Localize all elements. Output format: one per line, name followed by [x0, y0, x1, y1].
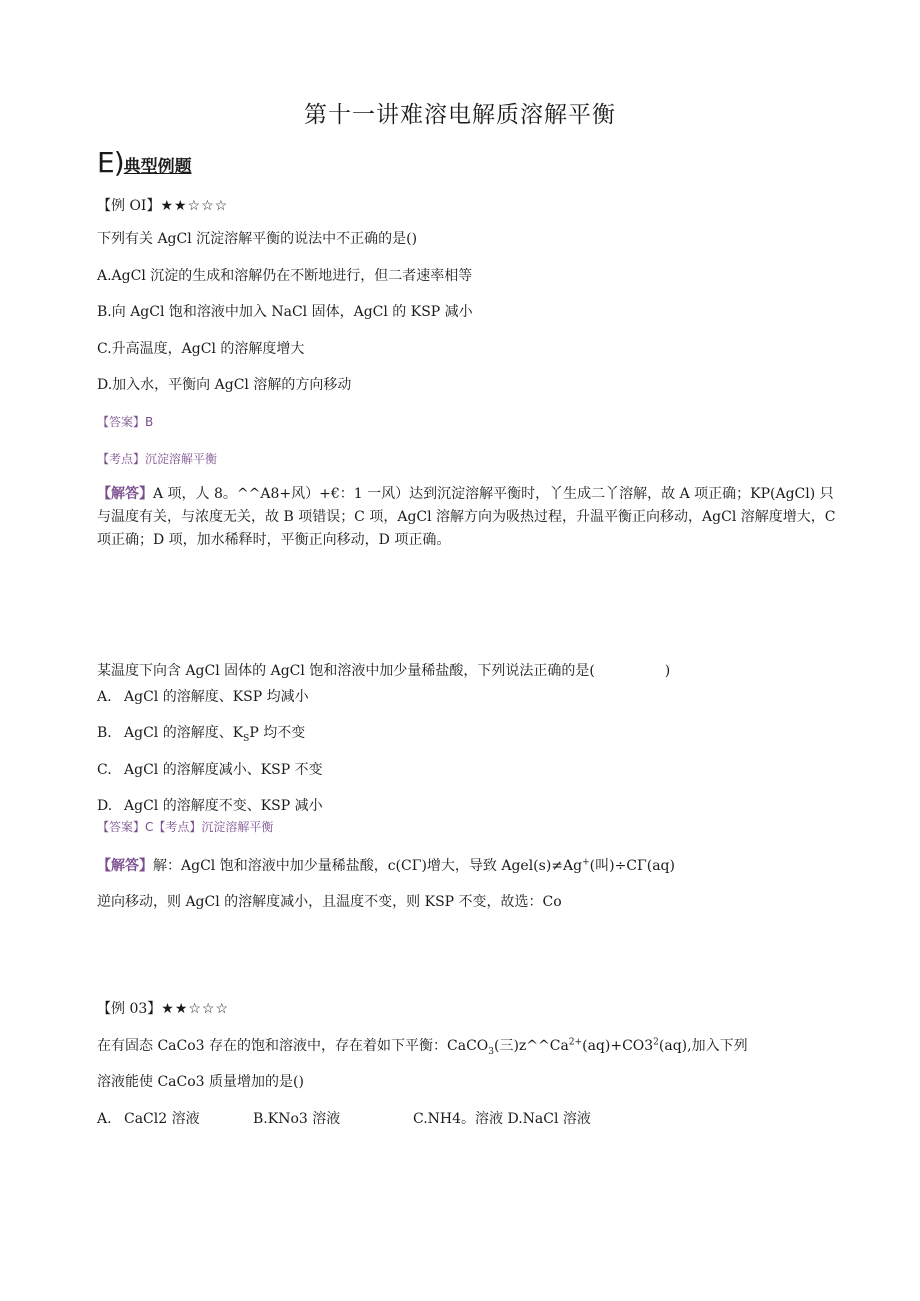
example-3-option-b: B.KNo3 溶液 — [253, 1111, 341, 1127]
section-heading — [97, 146, 192, 179]
example-1-option-b: B.向 AgCl 饱和溶液中加入 NaCl 固体，AgCl 的 KSP 减小 — [97, 304, 473, 320]
example-3-label: 【例 03】 — [97, 1001, 162, 1017]
example-2-option-a: A. AgCl 的溶解度、KSP 均减小 — [97, 689, 309, 705]
example-1-option-c: C.升高温度，AgCl 的溶解度增大 — [97, 341, 305, 357]
explanation-tag: 【解答】 — [97, 858, 153, 874]
example-1-answer: 【答案】B — [97, 415, 154, 429]
page-title: 第十一讲难溶电解质溶解平衡 — [304, 102, 616, 128]
explanation-tag: 【解答】 — [97, 486, 153, 502]
example-1-explanation — [97, 483, 837, 552]
example-1-point: 【考点】沉淀溶解平衡 — [97, 452, 218, 466]
difficulty-stars: ★★☆☆☆ — [160, 198, 229, 214]
example-2-option-c: C. AgCl 的溶解度减小、KSP 不变 — [97, 762, 323, 778]
example-3-question: 在有固态 CaCo3 存在的饱和溶液中，存在着如下平衡：CaCO$_3$(三)$z\^{}\^{}Ca^{2+}(aq)+CO3^2(aq)$,加入下列 — [97, 1037, 748, 1057]
example-2-answer-point: 【答案】C【考点】沉淀溶解平衡 — [97, 820, 274, 834]
example-2-option-b: B. AgCl 的溶解度、$K_SP$ 均不变 — [97, 725, 306, 744]
example-2-explanation: 【解答】解：AgCl 饱和溶液中加少量稀盐酸，c(CΓ)增大，导致 Agel(s)≠Ag+(叫)÷CΓ(aq) — [97, 857, 675, 874]
example-1-label: 【例 OI】 — [97, 198, 161, 214]
example-3-option-cd: C.NH4。溶液 D.NaCl 溶液 — [413, 1111, 591, 1127]
example-2-question — [97, 660, 670, 680]
example-1-question: 下列有关 AgCl 沉淀溶解平衡的说法中不正确的是() — [97, 231, 418, 247]
example-3-question-line2: 溶液能使 CaCo3 质量增加的是() — [97, 1074, 304, 1090]
example-3-options — [97, 1108, 200, 1128]
example-1-option-a: A.AgCl 沉淀的生成和溶解仍在不断地进行，但二者速率相等 — [97, 268, 473, 284]
example-3-option-a: CaCl2 溶液 — [124, 1111, 200, 1127]
example-2-explanation-line2: 逆向移动，则 AgCl 的溶解度减小，且温度不变，则 KSP 不变，故选：Co — [97, 894, 562, 910]
example-2-question-end: ) — [664, 663, 671, 679]
example-1-option-d: D.加入水，平衡向 AgCl 溶解的方向移动 — [97, 377, 352, 393]
example-2-option-d: D. AgCl 的溶解度不变、KSP 减小 — [97, 798, 323, 814]
section-title: 典型例题 — [123, 157, 192, 177]
difficulty-stars: ★★☆☆☆ — [161, 1001, 230, 1017]
example-3-option-a-label: A. — [97, 1111, 112, 1127]
example-3-header — [97, 998, 229, 1018]
example-1-header — [97, 195, 228, 215]
section-marker: E) — [97, 146, 124, 179]
explanation-text: A 项，人 8。^^A8+风）+€：1 一风）达到沉淀溶解平衡时，丫生成二丫溶解，故 A 项正确；KP(AgCl) 只与温度有关，与浓度无关，故 B 项错误；C 项，AgCl 溶解方向为吸热过程，升温平衡正向移动，AgCl 溶解度增大，C 项正确；D 项，加水稀释时，平衡正向移动，D 项正确。 — [97, 486, 836, 548]
example-2-question-text: 某温度下向含 AgCl 固体的 AgCl 饱和溶液中加少量稀盐酸，下列说法正确的是( — [97, 663, 595, 679]
